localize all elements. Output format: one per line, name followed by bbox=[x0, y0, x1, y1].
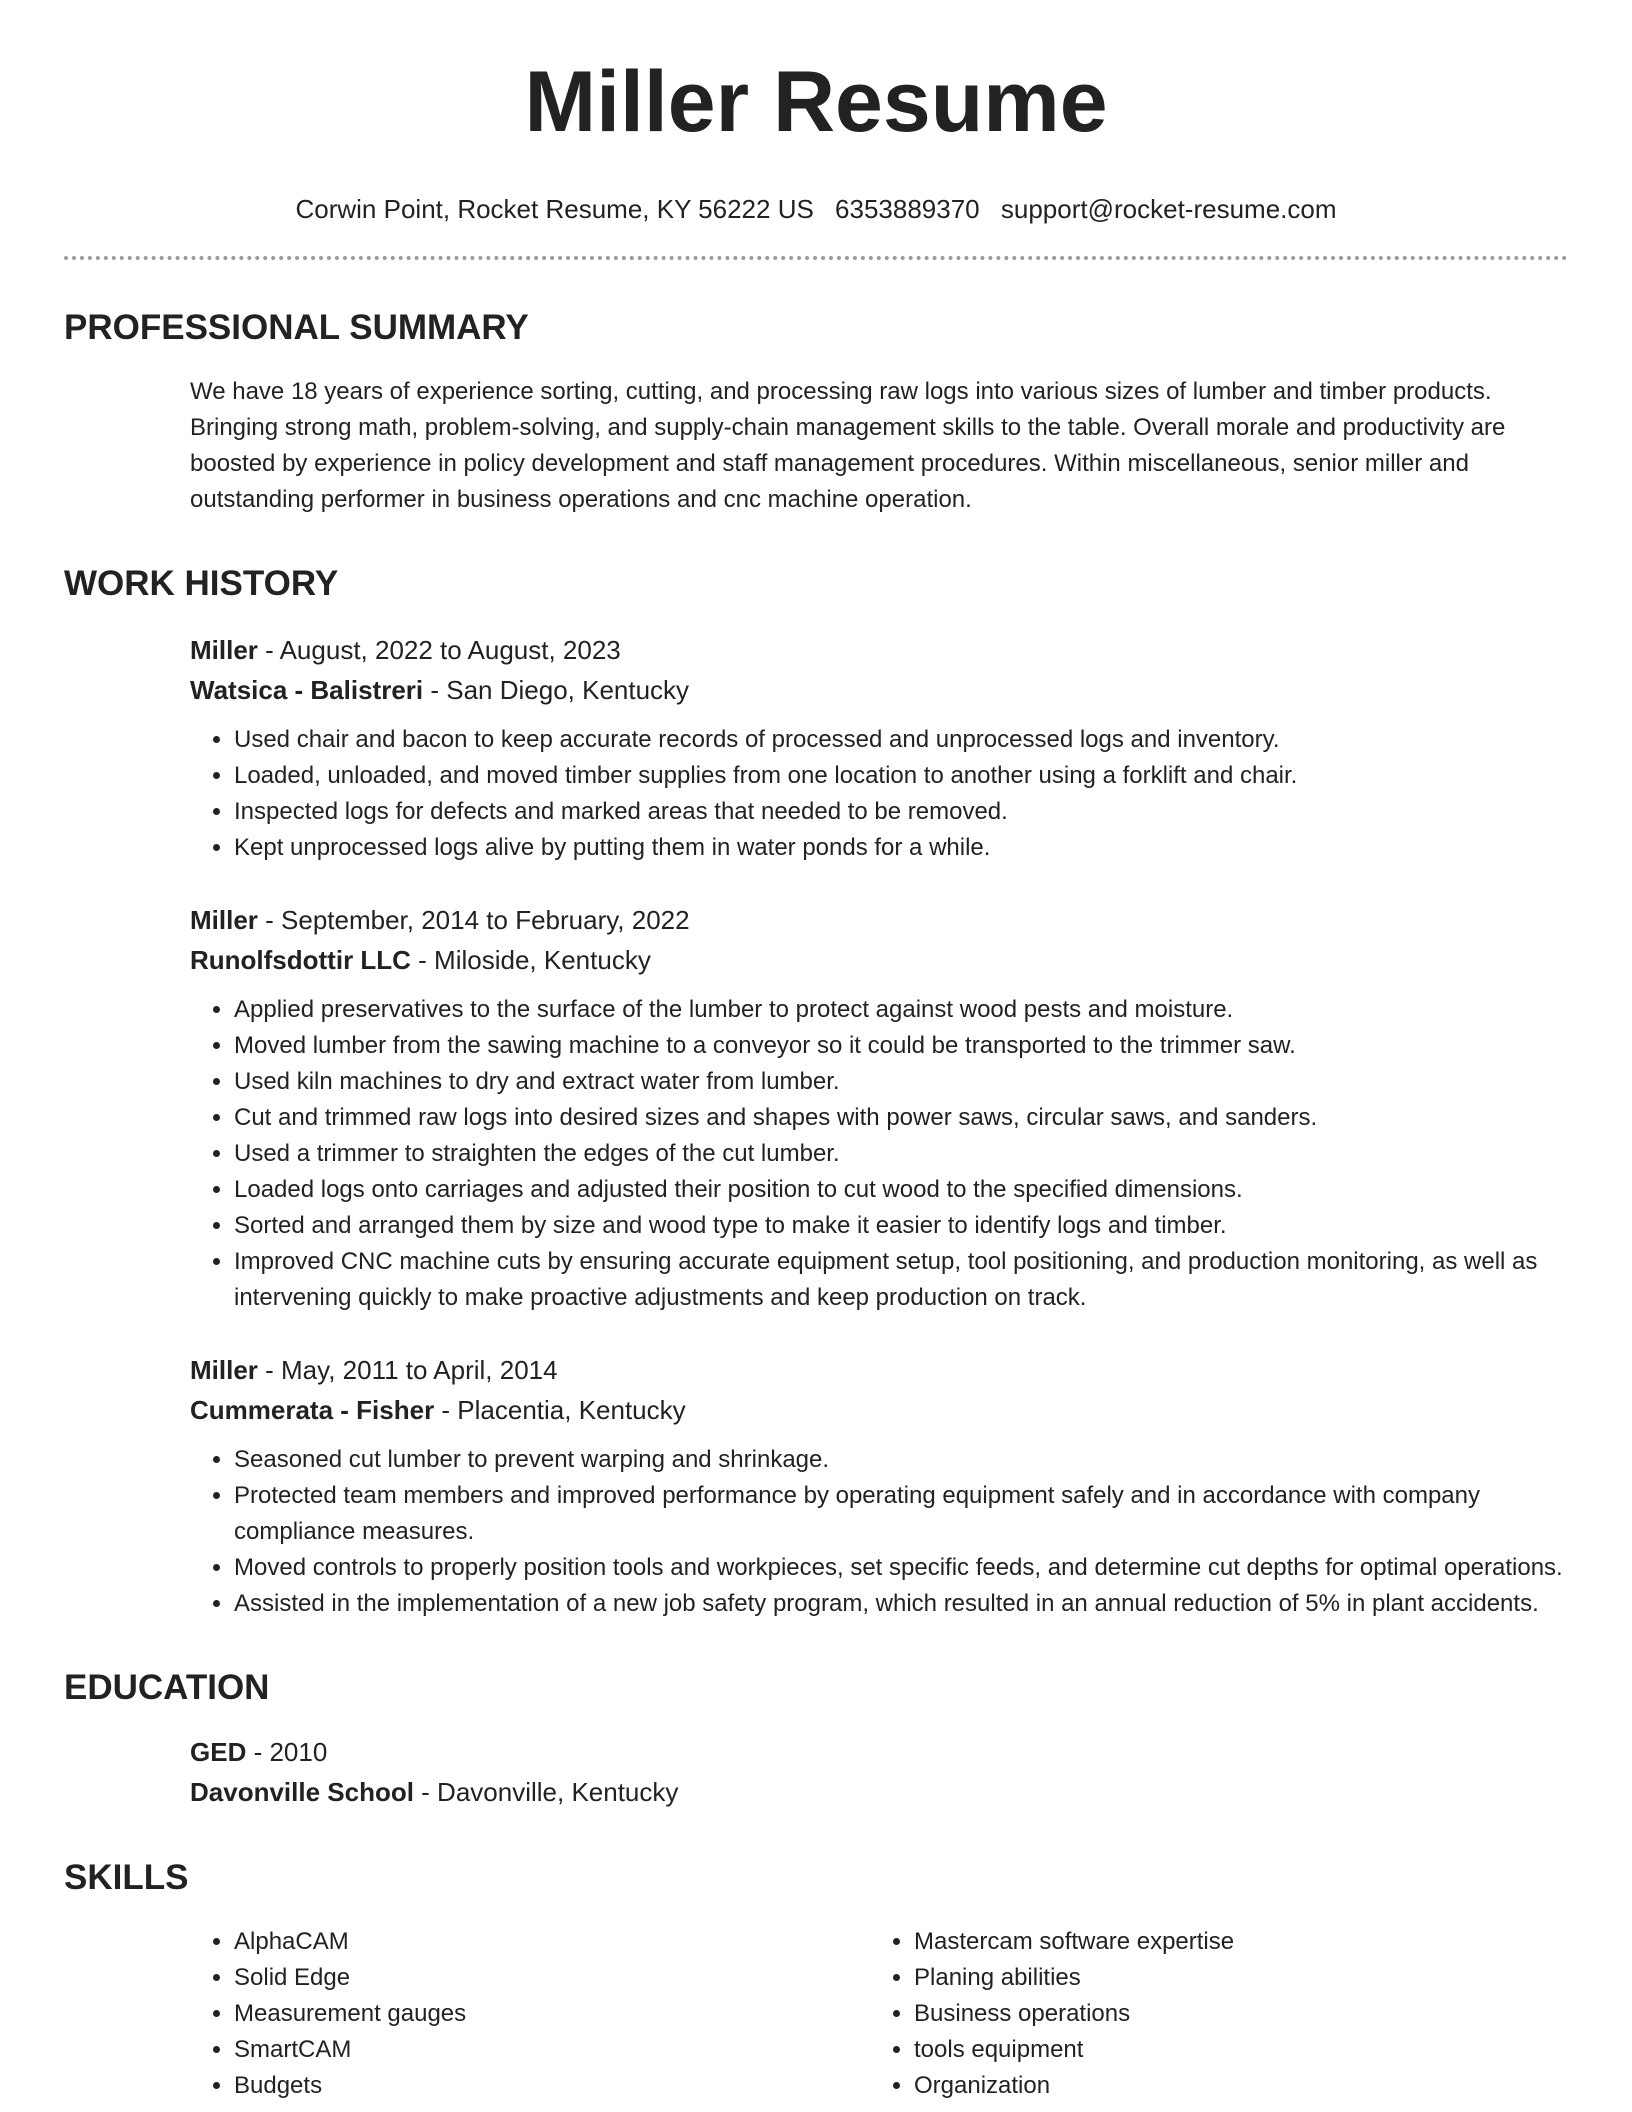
skill-item: • Solid Edge bbox=[234, 1960, 870, 1996]
resume-header bbox=[64, 0, 1568, 226]
job-bullet: • Applied preservatives to the surface of the lumber to protect against wood pests and moisture. bbox=[234, 992, 1568, 1028]
education-school: Davonville School bbox=[190, 1777, 414, 1807]
job-bullet: • Inspected logs for defects and marked areas that needed to be removed. bbox=[234, 794, 1568, 830]
summary-section bbox=[64, 306, 1568, 518]
skills-section bbox=[64, 1856, 1568, 2104]
summary-title: PROFESSIONAL SUMMARY bbox=[64, 308, 529, 347]
skill-item: • Mastercam software expertise bbox=[914, 1924, 1550, 1960]
job-entry bbox=[190, 1350, 1568, 1622]
job-role-line bbox=[190, 630, 1568, 670]
job-bullet: • Assisted in the implementation of a new job safety program, which resulted in an annual reduction of 5% in plant accidents. bbox=[234, 1586, 1568, 1622]
job-company-line bbox=[190, 670, 1568, 710]
skill-item: • Planing abilities bbox=[914, 1960, 1550, 1996]
job-location: - Miloside, Kentucky bbox=[410, 945, 651, 975]
job-bullet: • Moved lumber from the sawing machine to a conveyor so it could be transported to the trimmer saw. bbox=[234, 1028, 1568, 1064]
job-bullet: • Sorted and arranged them by size and wood type to make it easier to identify logs and timber. bbox=[234, 1208, 1568, 1244]
skills-column-left bbox=[190, 1924, 870, 2104]
skills-grid bbox=[190, 1924, 1568, 2104]
education-degree: GED bbox=[190, 1737, 247, 1767]
education-section bbox=[64, 1666, 1568, 1812]
resume-name: Miller Resume bbox=[524, 54, 1108, 150]
skills-column-right bbox=[870, 1924, 1550, 2104]
job-bullet: • Improved CNC machine cuts by ensuring accurate equipment setup, tool positioning, and production monitoring, as well as intervening quickly to make proactive adjustments and keep production on track. bbox=[234, 1244, 1568, 1316]
work-history-title: WORK HISTORY bbox=[64, 564, 339, 603]
skill-item: • Business operations bbox=[914, 1996, 1550, 2032]
job-company-line bbox=[190, 940, 1568, 980]
job-role: Miller bbox=[190, 905, 258, 935]
contact-line bbox=[64, 192, 1568, 226]
skill-item: • AlphaCAM bbox=[234, 1924, 870, 1960]
job-location: - San Diego, Kentucky bbox=[423, 675, 690, 705]
job-bullet: • Cut and trimmed raw logs into desired sizes and shapes with power saws, circular saws, and sanders. bbox=[234, 1100, 1568, 1136]
contact-address: Corwin Point, Rocket Resume, KY 56222 US bbox=[295, 194, 814, 224]
education-year: - 2010 bbox=[246, 1737, 328, 1767]
education-degree-line bbox=[190, 1732, 1568, 1772]
work-history-section bbox=[64, 562, 1568, 1622]
skill-item: • Organization bbox=[914, 2068, 1550, 2104]
header-divider bbox=[64, 256, 1568, 260]
job-role-line bbox=[190, 900, 1568, 940]
job-dates: - September, 2014 to February, 2022 bbox=[257, 905, 690, 935]
job-bullet: • Protected team members and improved performance by operating equipment safely and in accordance with company compliance measures. bbox=[234, 1478, 1568, 1550]
job-bullet: • Seasoned cut lumber to prevent warping and shrinkage. bbox=[234, 1442, 1568, 1478]
skill-item: • SmartCAM bbox=[234, 2032, 870, 2068]
job-role: Miller bbox=[190, 1355, 258, 1385]
job-bullets bbox=[190, 722, 1568, 866]
job-dates: - May, 2011 to April, 2014 bbox=[257, 1355, 558, 1385]
job-location: - Placentia, Kentucky bbox=[434, 1395, 686, 1425]
skill-item: • Measurement gauges bbox=[234, 1996, 870, 2032]
job-company: Runolfsdottir LLC bbox=[190, 945, 411, 975]
job-bullets bbox=[190, 992, 1568, 1316]
job-entry bbox=[190, 630, 1568, 866]
job-bullets bbox=[190, 1442, 1568, 1622]
job-entry bbox=[190, 900, 1568, 1316]
education-location: - Davonville, Kentucky bbox=[413, 1777, 679, 1807]
contact-email: support@rocket-resume.com bbox=[1000, 194, 1337, 224]
skill-item: • tools equipment bbox=[914, 2032, 1550, 2068]
job-company: Watsica - Balistreri bbox=[190, 675, 424, 705]
job-bullet: • Used kiln machines to dry and extract water from lumber. bbox=[234, 1064, 1568, 1100]
job-bullet: • Moved controls to properly position tools and workpieces, set specific feeds, and determine cut depths for optimal operations. bbox=[234, 1550, 1568, 1586]
summary-text: We have 18 years of experience sorting, cutting, and processing raw logs into various sizes of lumber and timber products. Bringing strong math, problem-solving, and supply-chain management skills to the table. Overall morale and productivity are boosted by experience in policy development and staff management procedures. Within miscellaneous, senior miller and outstanding performer in business operations and cnc machine operation. bbox=[190, 378, 1506, 513]
job-bullet: • Loaded, unloaded, and moved timber supplies from one location to another using a forklift and chair. bbox=[234, 758, 1568, 794]
job-company-line bbox=[190, 1390, 1568, 1430]
education-school-line bbox=[190, 1772, 1568, 1812]
job-bullet: • Used a trimmer to straighten the edges of the cut lumber. bbox=[234, 1136, 1568, 1172]
education-title: EDUCATION bbox=[64, 1668, 270, 1707]
job-role-line bbox=[190, 1350, 1568, 1390]
job-company: Cummerata - Fisher bbox=[190, 1395, 435, 1425]
job-bullet: • Kept unprocessed logs alive by putting them in water ponds for a while. bbox=[234, 830, 1568, 866]
job-bullet: • Used chair and bacon to keep accurate records of processed and unprocessed logs and inventory. bbox=[234, 722, 1568, 758]
skill-item: • Budgets bbox=[234, 2068, 870, 2104]
job-bullet: • Loaded logs onto carriages and adjusted their position to cut wood to the specified dimensions. bbox=[234, 1172, 1568, 1208]
contact-phone: 6353889370 bbox=[835, 194, 980, 224]
job-role: Miller bbox=[190, 635, 258, 665]
skills-title: SKILLS bbox=[64, 1858, 189, 1897]
job-dates: - August, 2022 to August, 2023 bbox=[257, 635, 621, 665]
